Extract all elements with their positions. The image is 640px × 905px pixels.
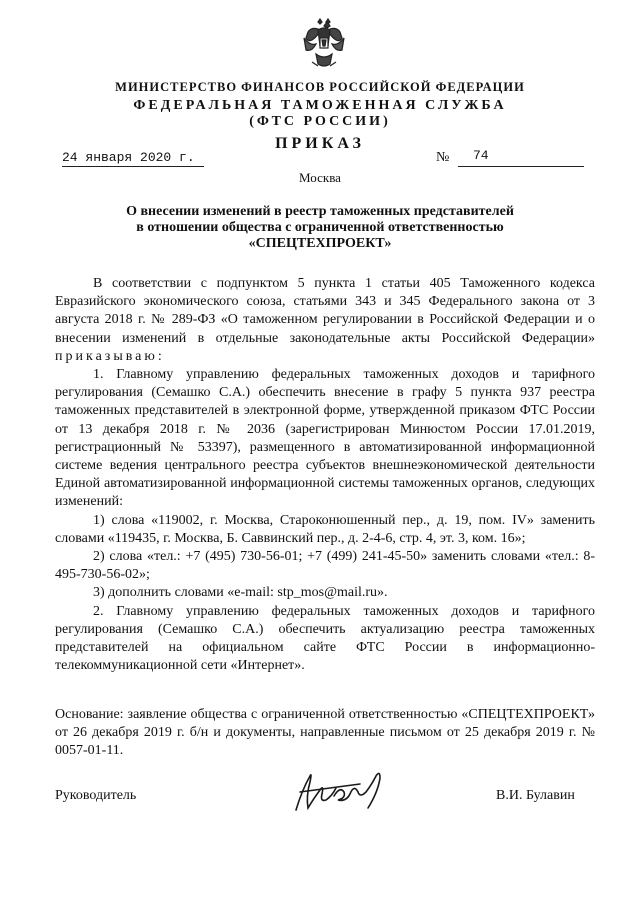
service-name-line1: ФЕДЕРАЛЬНАЯ ТАМОЖЕННАЯ СЛУЖБА	[133, 98, 507, 113]
title-line1: О внесении изменений в реестр таможенных представителей	[126, 204, 514, 219]
date-underline	[62, 166, 204, 167]
document-type: ПРИКАЗ	[275, 135, 365, 152]
paragraph-1-3: 3) дополнить словами «e-mail: stp_mos@mail.ru».	[93, 585, 388, 601]
preamble-paragraph	[55, 275, 595, 366]
title-line2: в отношении общества с ограниченной ответственностью	[136, 220, 504, 235]
paragraph-1: 1. Главному управлению федеральных таможенных доходов и тарифного регулирования (Семашко С.А.) обеспечить внесение в графу 5 пункта 937 реестра таможенных представителей в электронной форме, утвержденной приказом ФТС России от 13 декабря 2018 г. № 2036 (зарегистрирован Минюстом России 17.01.2019, регистрационный № 53397), размещенного в автоматизированной информационной системе ведения центрального реестра субъектов внешнеэкономической деятельности Единой автоматизированной информационной системы таможенных органов, следующих изменений:	[55, 367, 595, 510]
ministry-name: МИНИСТЕРСТВО ФИНАНСОВ РОССИЙСКОЙ ФЕДЕРАЦИИ	[115, 80, 525, 94]
basis-paragraph: Основание: заявление общества с ограниченной ответственностью «СПЕЦТЕХПРОЕКТ» от 26 декабря 2019 г. б/н и документы, направленные письмом от 25 декабря 2019 г. № 0057-01-11.	[55, 707, 595, 759]
city: Москва	[299, 170, 341, 185]
number-sign: №	[436, 150, 450, 165]
paragraph-1-2: 2) слова «тел.: +7 (495) 730-56-01; +7 (499) 241-45-50» заменить словами «тел.: 8-495-730-56-02»;	[55, 549, 595, 583]
number-underline	[458, 166, 584, 167]
coat-of-arms-icon	[302, 18, 346, 70]
paragraph-1-1: 1) слова «119002, г. Москва, Староконюшенный пер., д. 19, пом. IV» заменить словами «119435, г. Москва, Б. Саввинский пер., д. 2-4-6, стр. 4, эт. 3, ком. 16»;	[55, 512, 595, 546]
order-word: приказываю:	[55, 348, 165, 364]
order-date: 24 января 2020 г.	[62, 150, 195, 165]
preamble-text: В соответствии с подпунктом 5 пункта 1 статьи 405 Таможенного кодекса Евразийского экономического союза, статьями 343 и 345 Федерального закона от 3 августа 2018 г. № 289-ФЗ «О таможенном регулировании в Российской Федерации и о внесении изменений в отдельные законодательные акты Российской Федерации»	[55, 276, 595, 346]
service-name	[0, 98, 640, 130]
title-line3: «СПЕЦТЕХПРОЕКТ»	[248, 236, 392, 251]
paragraph-2: 2. Главному управлению федеральных таможенных доходов и тарифного регулирования (Семашко С.А.) обеспечить актуализацию реестра таможенных представителей на официальном сайте ФТС России в информационно-телекоммуникационной сети «Интернет».	[55, 603, 595, 674]
document-title	[60, 204, 580, 252]
service-name-line2: (ФТС РОССИИ)	[249, 114, 391, 129]
signer-title: Руководитель	[55, 788, 137, 803]
signer-name: В.И. Булавин	[496, 788, 575, 803]
document-body	[55, 275, 595, 675]
order-number: 74	[473, 148, 489, 163]
handwritten-signature-icon	[290, 766, 400, 816]
